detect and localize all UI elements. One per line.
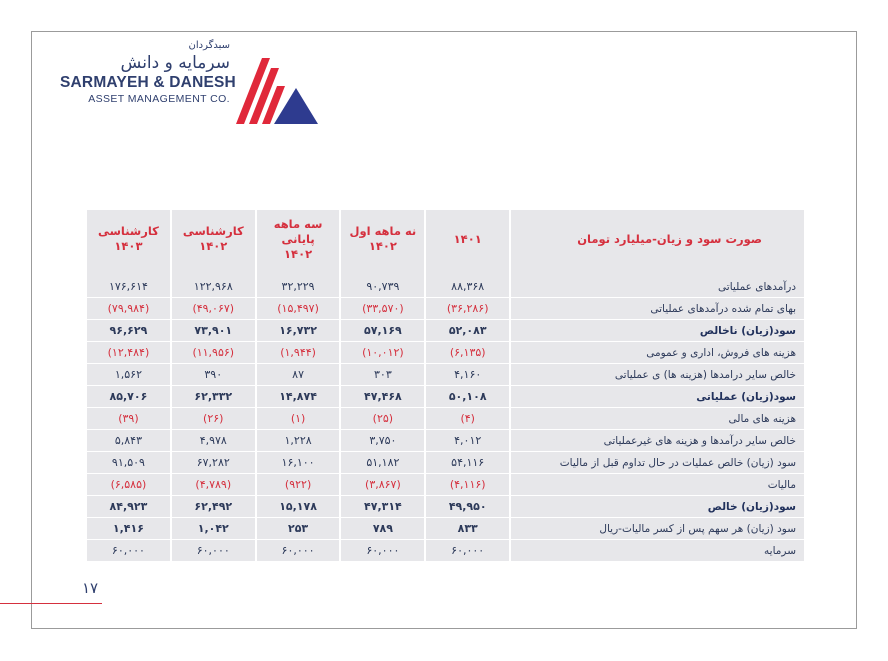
row-label: سرمایه bbox=[511, 540, 804, 562]
table-cell: (۶,۱۳۵) bbox=[426, 342, 509, 364]
table-row bbox=[87, 298, 804, 320]
header-col-q4-1402: سه ماهه پایانی ۱۴۰۲ bbox=[257, 210, 340, 268]
table-row bbox=[87, 320, 804, 342]
table-cell: (۳۶,۲۸۶) bbox=[426, 298, 509, 320]
table-cell: ۱۵,۱۷۸ bbox=[257, 496, 340, 518]
table-cell: (۶,۵۸۵) bbox=[87, 474, 170, 496]
header-title: صورت سود و زیان-میلیارد تومان bbox=[511, 210, 804, 268]
table-cell: ۹۰,۷۳۹ bbox=[341, 276, 424, 298]
table-cell: (۴,۷۸۹) bbox=[172, 474, 255, 496]
table-cell: ۸۳۳ bbox=[426, 518, 509, 540]
table-cell: ۴,۹۷۸ bbox=[172, 430, 255, 452]
table-cell: ۶۲,۴۹۲ bbox=[172, 496, 255, 518]
row-label: سود (زیان) هر سهم پس از کسر مالیات-ریال bbox=[511, 518, 804, 540]
table-cell: ۱۲۲,۹۶۸ bbox=[172, 276, 255, 298]
table-cell: ۴۹,۹۵۰ bbox=[426, 496, 509, 518]
table-cell: ۳۰۳ bbox=[341, 364, 424, 386]
table-cell: (۱) bbox=[257, 408, 340, 430]
table-row bbox=[87, 364, 804, 386]
table-cell: ۶۰,۰۰۰ bbox=[172, 540, 255, 562]
row-label: سود (زیان) خالص عملیات در حال تداوم قبل از مالیات bbox=[511, 452, 804, 474]
table-row bbox=[87, 342, 804, 364]
table-cell: ۷۳,۹۰۱ bbox=[172, 320, 255, 342]
table-row bbox=[87, 276, 804, 298]
table-cell: ۸۷ bbox=[257, 364, 340, 386]
table-cell: (۱۲,۴۸۴) bbox=[87, 342, 170, 364]
income-statement-table-wrapper bbox=[85, 210, 806, 562]
table-cell: ۶۰,۰۰۰ bbox=[341, 540, 424, 562]
table-cell: ۴,۰۱۲ bbox=[426, 430, 509, 452]
table-row bbox=[87, 452, 804, 474]
row-label: بهای تمام شده درآمدهای عملیاتی bbox=[511, 298, 804, 320]
table-cell: (۲۶) bbox=[172, 408, 255, 430]
table-cell: (۴) bbox=[426, 408, 509, 430]
table-cell: ۱۴,۸۷۴ bbox=[257, 386, 340, 408]
page-number-underline bbox=[0, 603, 102, 604]
table-cell: ۱,۰۴۲ bbox=[172, 518, 255, 540]
table-cell: (۲۵) bbox=[341, 408, 424, 430]
table-cell: ۶۰,۰۰۰ bbox=[257, 540, 340, 562]
row-label: سود(زیان) ناخالص bbox=[511, 320, 804, 342]
table-cell: ۲۵۳ bbox=[257, 518, 340, 540]
table-cell: ۴۷,۳۱۴ bbox=[341, 496, 424, 518]
brand-en-name: SARMAYEH & DANESH bbox=[60, 74, 236, 91]
table-cell: ۴,۱۶۰ bbox=[426, 364, 509, 386]
table-cell: (۱,۹۴۴) bbox=[257, 342, 340, 364]
table-header-row bbox=[87, 210, 804, 268]
table-cell: (۹۲۲) bbox=[257, 474, 340, 496]
row-label: هزینه های مالی bbox=[511, 408, 804, 430]
header-col-est-1403: کارشناسی ۱۴۰۳ bbox=[87, 210, 170, 268]
row-label: خالص سایر درآمدها و هزینه های غیرعملیاتی bbox=[511, 430, 804, 452]
table-row bbox=[87, 518, 804, 540]
table-row bbox=[87, 386, 804, 408]
table-row bbox=[87, 474, 804, 496]
table-cell: ۴۷,۴۶۸ bbox=[341, 386, 424, 408]
table-cell: ۶۰,۰۰۰ bbox=[426, 540, 509, 562]
table-cell: ۳,۷۵۰ bbox=[341, 430, 424, 452]
table-cell: ۵۰,۱۰۸ bbox=[426, 386, 509, 408]
row-label: مالیات bbox=[511, 474, 804, 496]
table-cell: (۷۹,۹۸۴) bbox=[87, 298, 170, 320]
table-row bbox=[87, 430, 804, 452]
table-cell: ۳۹۰ bbox=[172, 364, 255, 386]
table-cell: (۳۹) bbox=[87, 408, 170, 430]
table-cell: ۹۶,۶۲۹ bbox=[87, 320, 170, 342]
table-cell: ۶۰,۰۰۰ bbox=[87, 540, 170, 562]
brand-block bbox=[60, 40, 236, 106]
table-cell: ۵۷,۱۶۹ bbox=[341, 320, 424, 342]
table-cell: ۸۵,۷۰۶ bbox=[87, 386, 170, 408]
header-col-9m-1402: نه ماهه اول ۱۴۰۲ bbox=[341, 210, 424, 268]
table-cell: (۱۵,۴۹۷) bbox=[257, 298, 340, 320]
table-cell: ۸۸,۳۶۸ bbox=[426, 276, 509, 298]
table-cell: (۴,۱۱۶) bbox=[426, 474, 509, 496]
table-cell: ۵۲,۰۸۳ bbox=[426, 320, 509, 342]
row-label: سود(زیان) عملیاتی bbox=[511, 386, 804, 408]
table-cell: ۱۶,۱۰۰ bbox=[257, 452, 340, 474]
row-label: سود(زیان) خالص bbox=[511, 496, 804, 518]
company-logo-icon bbox=[236, 58, 318, 124]
header-col-1401: ۱۴۰۱ bbox=[426, 210, 509, 268]
table-cell: ۱۶,۷۳۲ bbox=[257, 320, 340, 342]
table-body bbox=[87, 268, 804, 562]
table-cell: ۹۱,۵۰۹ bbox=[87, 452, 170, 474]
table-cell: (۱۰,۰۱۲) bbox=[341, 342, 424, 364]
table-cell: ۵,۸۴۳ bbox=[87, 430, 170, 452]
table-cell: (۱۱,۹۵۶) bbox=[172, 342, 255, 364]
table-row bbox=[87, 496, 804, 518]
table-cell: ۷۸۹ bbox=[341, 518, 424, 540]
brand-en-subtitle: ASSET MANAGEMENT CO. bbox=[88, 93, 230, 105]
table-row bbox=[87, 408, 804, 430]
table-cell: (۳۳,۵۷۰) bbox=[341, 298, 424, 320]
brand-fa-name: سرمایه و دانش bbox=[120, 53, 230, 73]
table-cell: ۱۷۶,۶۱۴ bbox=[87, 276, 170, 298]
table-cell: ۱,۴۱۶ bbox=[87, 518, 170, 540]
row-label: هزینه های فروش، اداری و عمومی bbox=[511, 342, 804, 364]
table-row bbox=[87, 540, 804, 562]
row-label: خالص سایر درامدها (هزینه ها) ی عملیاتی bbox=[511, 364, 804, 386]
table-cell: ۱,۲۲۸ bbox=[257, 430, 340, 452]
table-cell: ۸۴,۹۲۳ bbox=[87, 496, 170, 518]
header-col-est-1402: کارشناسی ۱۴۰۲ bbox=[172, 210, 255, 268]
income-statement-table bbox=[85, 210, 806, 562]
row-label: درآمدهای عملیاتی bbox=[511, 276, 804, 298]
table-cell: ۳۲,۲۲۹ bbox=[257, 276, 340, 298]
table-cell: (۳,۸۶۷) bbox=[341, 474, 424, 496]
table-cell: ۶۲,۳۳۲ bbox=[172, 386, 255, 408]
table-cell: ۵۴,۱۱۶ bbox=[426, 452, 509, 474]
table-cell: ۵۱,۱۸۲ bbox=[341, 452, 424, 474]
brand-fa-small: سبدگردان bbox=[188, 40, 230, 51]
table-cell: ۱,۵۶۲ bbox=[87, 364, 170, 386]
table-cell: (۴۹,۰۶۷) bbox=[172, 298, 255, 320]
table-cell: ۶۷,۲۸۲ bbox=[172, 452, 255, 474]
page-number: ۱۷ bbox=[82, 579, 99, 597]
